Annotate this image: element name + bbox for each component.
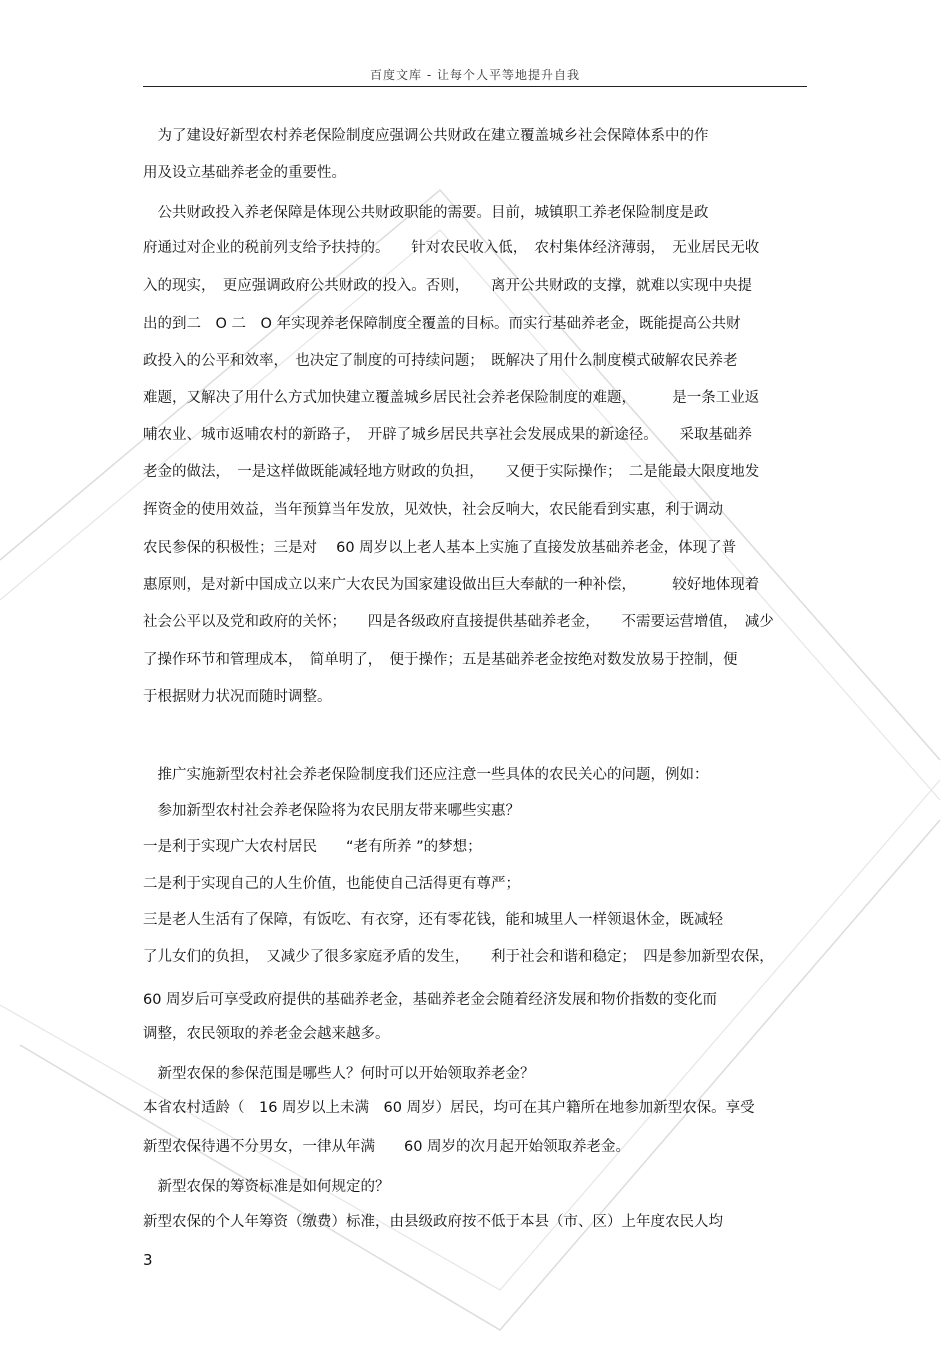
text-line: 入的现实， 更应强调政府公共财政的投入。否则， 离开公共财政的支撑，就难以实现中央提 [143,278,752,294]
text-line: 新型农保待遇不分男女，一律从年满 60 周岁的次月起开始领取养老金。 [143,1139,631,1155]
text-line: 新型农保的筹资标准是如何规定的？ [143,1179,390,1195]
text-line: 参加新型农村社会养老保险将为农民朋友带来哪些实惠？ [143,803,520,819]
text-line: 政投入的公平和效率， 也决定了制度的可持续问题； 既解决了用什么制度模式破解农民养老 [143,353,738,369]
text-line: 一是利于实现广大农村居民 “老有所养 ”的梦想； [143,839,482,855]
text-line: 新型农保的个人年筹资（缴费）标准，由县级政府按不低于本县（市、区）上年度农民人均 [143,1214,723,1230]
page-header: 百度文库 - 让每个人平等地提升自我 [370,68,580,82]
text-line: 新型农保的参保范围是哪些人？何时可以开始领取养老金？ [143,1066,535,1082]
text-line: 于根据财力状况而随时调整。 [143,689,332,705]
header-divider [143,86,807,87]
text-line: 府通过对企业的税前列支给予扶持的。 针对农民收入低， 农村集体经济薄弱， 无业居民无收 [143,240,760,256]
page-number: 3 [143,1251,153,1269]
text-line: 本省农村适龄（ 16 周岁以上未满 60 周岁）居民，均可在其户籍所在地参加新型农保。享受 [143,1100,755,1116]
text-line: 推广实施新型农村社会养老保险制度我们还应注意一些具体的农民关心的问题，例如： [143,767,709,783]
text-line: 60 周岁后可享受政府提供的基础养老金，基础养老金会随着经济发展和物价指数的变化而 [143,992,718,1008]
text-line: 惠原则，是对新中国成立以来广大农民为国家建设做出巨大奉献的一种补偿， 较好地体现着 [143,577,760,593]
text-line: 农民参保的积极性；三是对 60 周岁以上老人基本上实施了直接发放基础养老金，体现了普 [143,540,737,556]
text-line: 社会公平以及党和政府的关怀； 四是各级政府直接提供基础养老金， 不需要运营增值， 减少 [143,614,774,630]
text-line: 为了建设好新型农村养老保险制度应强调公共财政在建立覆盖城乡社会保障体系中的作 [143,128,709,144]
text-line: 用及设立基础养老金的重要性。 [143,165,346,181]
text-line: 二是利于实现自己的人生价值，也能使自己活得更有尊严； [143,876,520,892]
text-line: 老金的做法， 一是这样做既能减轻地方财政的负担， 又便于实际操作； 二是能最大限度地发 [143,464,760,480]
text-line: 挥资金的使用效益，当年预算当年发放，见效快，社会反响大，农民能看到实惠，利于调动 [143,502,723,518]
text-line: 出的到二 O 二 O 年实现养老保障制度全覆盖的目标。而实行基础养老金，既能提高公共财 [143,316,741,332]
text-line: 三是老人生活有了保障，有饭吃、有衣穿，还有零花钱，能和城里人一样领退休金，既减轻 [143,912,723,928]
text-line: 公共财政投入养老保障是体现公共财政职能的需要。目前，城镇职工养老保险制度是政 [143,205,709,221]
text-line: 了儿女们的负担， 又减少了很多家庭矛盾的发生， 利于社会和谐和稳定； 四是参加新型农保， [143,949,774,965]
text-line: 了操作环节和管理成本， 简单明了， 便于操作；五是基础养老金按绝对数发放易于控制，便 [143,652,738,668]
text-line: 调整，农民领取的养老金会越来越多。 [143,1026,390,1042]
text-line: 哺农业、城市返哺农村的新路子， 开辟了城乡居民共享社会发展成果的新途径。 采取基础养 [143,427,752,443]
text-line: 难题，又解决了用什么方式加快建立覆盖城乡居民社会养老保险制度的难题， 是一条工业返 [143,390,760,406]
